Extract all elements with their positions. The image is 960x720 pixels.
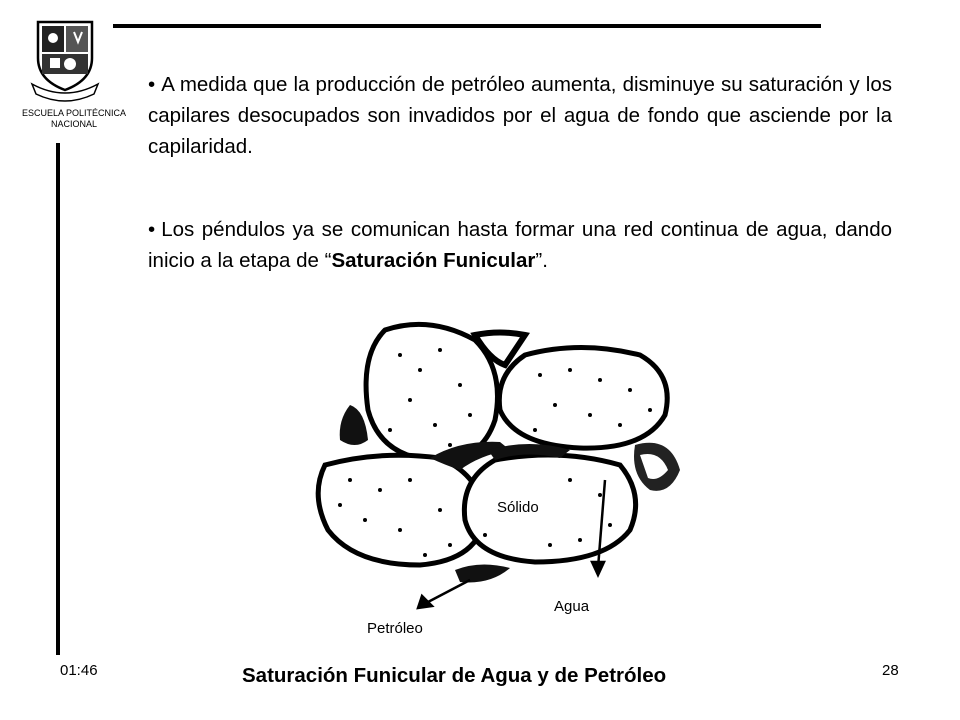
school-name: ESCUELA POLITÉCNICA NACIONAL — [21, 108, 127, 129]
label-water: Agua — [554, 598, 590, 615]
school-crest-logo — [30, 18, 100, 102]
label-oil: Petróleo — [367, 620, 423, 637]
pore-saturation-diagram — [310, 300, 700, 620]
bullet-production — [148, 69, 892, 162]
side-rule — [56, 143, 60, 655]
bullet-pendulums-bold: Saturación Funicular — [331, 249, 536, 272]
top-rule — [113, 24, 821, 28]
oil-pocket-bottom — [455, 564, 510, 582]
bullet-pendulums — [148, 214, 892, 276]
bullet-pendulums-text: Los péndulos ya se comunican hasta formar una red continua de agua, dando inicio a la etapa de “ — [148, 218, 892, 272]
bullet-dot: • — [148, 218, 156, 241]
grain-bottom-left — [318, 455, 485, 565]
oil-arrow — [418, 580, 470, 608]
grain-top-right — [499, 348, 667, 449]
bullet-production-text: A medida que la producción de petróleo aumenta, disminuye su saturación y los capilares desocupados son invadidos por el agua de fondo que asciende por la capilaridad. — [148, 73, 892, 158]
footer-time: 01:46 — [60, 662, 98, 679]
bullet-pendulums-tail: ”. — [535, 249, 548, 272]
footer-page-number: 28 — [882, 662, 899, 679]
label-solid: Sólido — [497, 499, 539, 516]
footer-title: Saturación Funicular de Agua y de Petróleo — [242, 664, 667, 687]
bullet-dot: • — [148, 73, 156, 96]
